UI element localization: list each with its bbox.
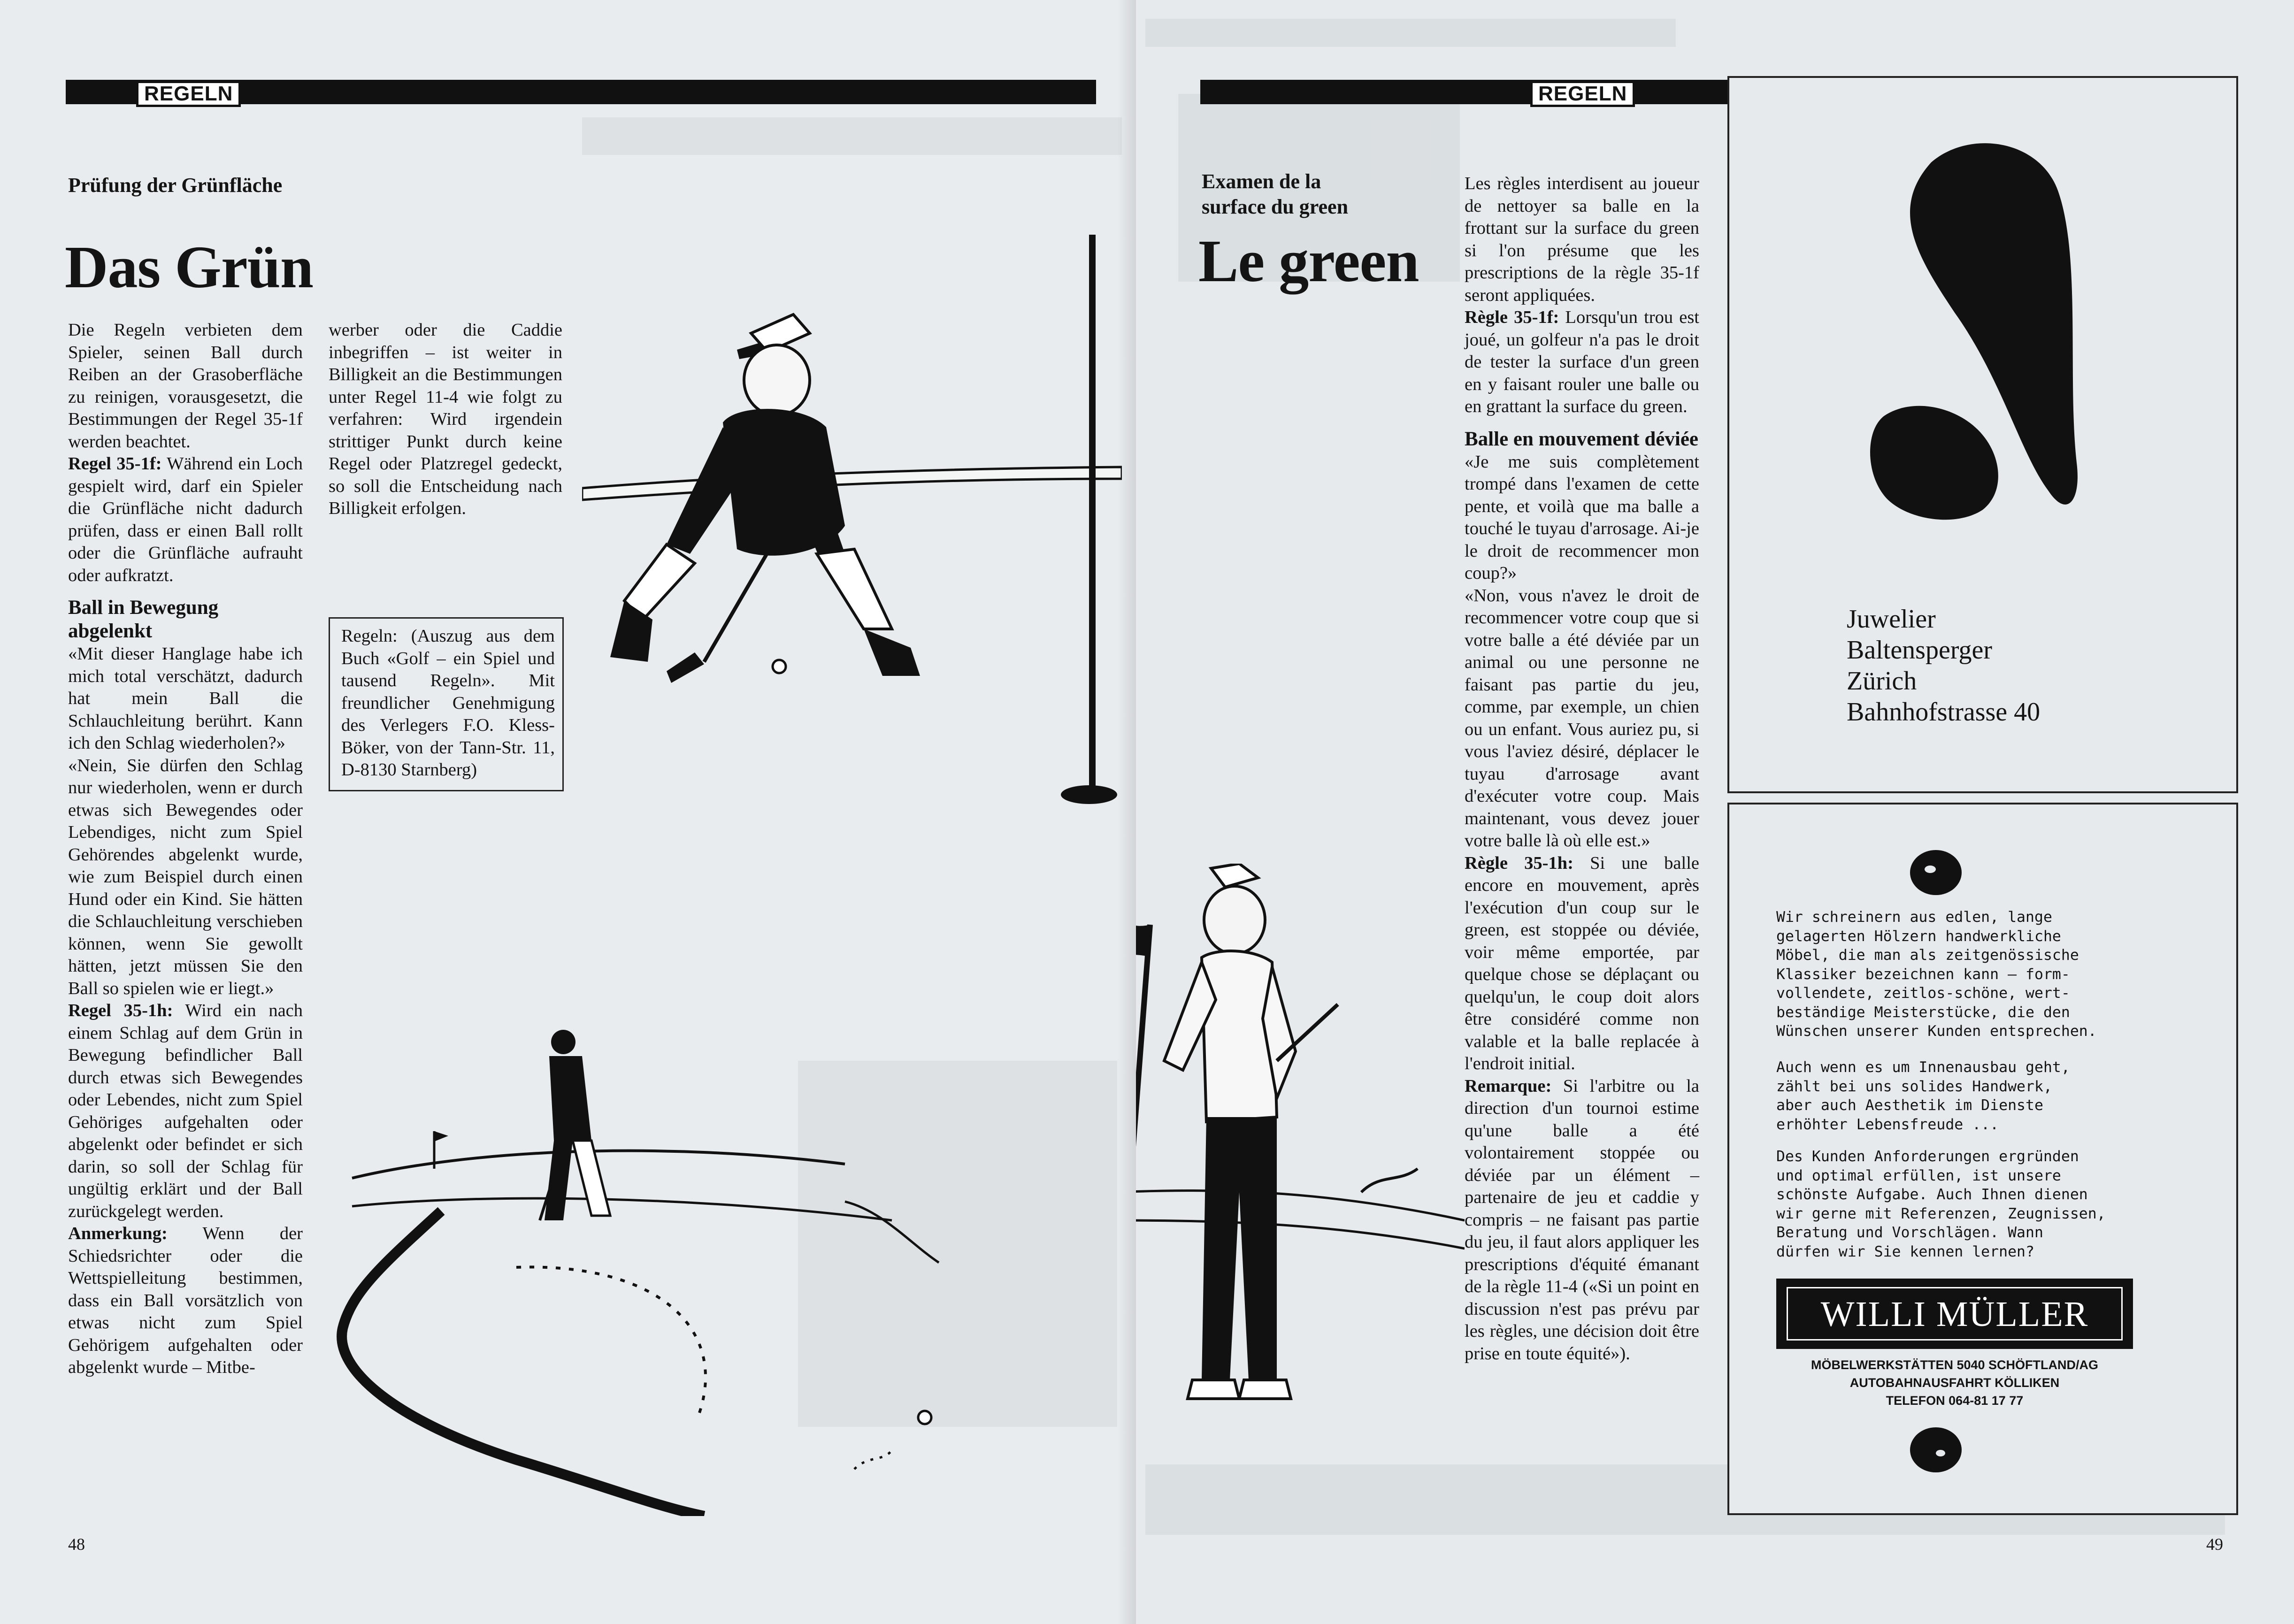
rule-paragraph	[1465, 306, 1699, 418]
show-through	[582, 117, 1122, 155]
logo-text: WILLI MÜLLER	[1787, 1287, 2123, 1341]
kicker: Examen de la surface du green	[1202, 170, 1349, 218]
rule-text: Während ein Loch gespielt wird, darf ein Spieler die Grünfläche nicht dadurch prüfen, dass er einen Ball rollt oder die Grünfläche aufrauht oder aufkratzt.	[68, 454, 303, 585]
company-line: MÖBELWERKSTÄTTEN 5040 SCHÖFTLAND/AG	[1811, 1358, 2099, 1372]
left-page	[0, 0, 1136, 1624]
wood-knot-icon	[1908, 847, 1964, 898]
quote-question: «Mit dieser Hanglage habe ich mich total verschätzt, dadurch hat mein Ball die Schlauchleitung berührt. Kann ich den Schlag wiederholen?»	[68, 644, 303, 753]
rule-text: Lorsqu'un trou est joué, un golfeur n'a pas le droit de tester la surface d'un green en y faisant rouler une balle ou en grattant la surface du green.	[1465, 307, 1699, 416]
course-illustration	[329, 1000, 1127, 1516]
willi-mueller-logo	[1776, 1279, 2133, 1349]
rule-paragraph	[68, 453, 303, 587]
paragraph: werber oder die Caddie inbegriffen – ist weiter in Billigkeit an die Bestimmungen unter Regel 11-4 wie folgt zu verfahren: Wird irgendein strittiger Punkt durch keine Regel oder Platzregel gedeckt, so soll die Entscheidung nach Billigkeit erfolgen.	[329, 320, 562, 518]
section-tag: REGELN	[136, 81, 241, 107]
page-number: 48	[68, 1535, 85, 1554]
company-line: TELEFON 064-81 17 77	[1886, 1394, 2024, 1408]
subhead: Balle en mouvement déviée	[1465, 428, 1698, 450]
rule-label: Regel 35-1h:	[68, 1001, 173, 1020]
body-column-fr	[1465, 173, 1699, 1365]
body-column-1	[68, 319, 303, 1379]
section-bar	[1200, 80, 1764, 104]
show-through	[1145, 19, 1676, 47]
note-paragraph	[68, 1223, 303, 1379]
jeweler-ad	[1727, 76, 2238, 793]
golfer-crouching-illustration	[582, 225, 1122, 835]
note-label: Remarque:	[1465, 1076, 1552, 1096]
jeweler-line: Bahnhofstrasse 40	[1847, 697, 2041, 727]
company-line: AUTOBAHNAUSFAHRT KÖLLIKEN	[1849, 1376, 2060, 1390]
brushstroke-logo	[1861, 134, 2124, 557]
paragraph: Die Regeln verbieten dem Spieler, seinen Ball durch Reiben an der Grasoberfläche zu reinigen, vorausgesetzt, die Bestimmungen der Regel 35-1f werden beachtet.	[68, 320, 303, 452]
rule-label: Règle 35-1f:	[1465, 307, 1559, 327]
right-page	[1136, 0, 2294, 1624]
note-text: Wenn der Schiedsrichter oder die Wettspielleitung bestimmen, dass ein Ball vorsätzlich von etwas nicht zum Spiel Gehörigem aufgehalten oder abgelenkt wurde – Mitbe-	[68, 1224, 303, 1377]
golfer-standing-illustration	[1136, 864, 1465, 1446]
jeweler-line: Baltensperger	[1847, 636, 1992, 665]
note-paragraph	[1465, 1075, 1699, 1365]
note-text: Si l'arbitre ou la direction d'un tournoi estime qu'une balle a été volontairement stoppée ou déviée par un élément – partenaire de jeu et caddie y compris – ne faisant pas partie du jeu, il faut alors appliquer les prescriptions d'équité émanant de la règle 11-4 («Si un point en discussion n'est pas prévu par les règles, une décision doit être prise en toute équité»).	[1465, 1076, 1699, 1364]
page-number: 49	[2206, 1535, 2223, 1554]
rule-text: Si une balle encore en mouvement, après l'exécution d'un coup sur le green, est stoppée ou déviée, voir même emportée, par quelque chose se déplaçant ou quelqu'un, le coup doit alors être considéré comme non valable et la balle replacée à l'endroit initial.	[1465, 853, 1699, 1073]
paragraph: Les règles interdisent au joueur de nettoyer sa balle en la frottant sur la surface du green si l'on présume que les prescriptions de la règle 35-1f seront appliquées.	[1465, 174, 1699, 305]
headline: Das Grün	[65, 234, 313, 300]
headline: Le green	[1198, 228, 1419, 294]
jeweler-line: Juwelier	[1847, 605, 1936, 634]
quote-answer: «Nein, Sie dürfen den Schlag nur wiederholen, wenn er durch etwas sich Bewegendes oder Lebendiges, nicht zum Spiel Gehörendes abgelenkt wurde, wie zum Beispiel durch einen Hund oder ein Kind. Sie hätten die Schlauchleitung verschieben können, wenn Sie gewollt hätten, jetzt müssen Sie den Ball so spielen wie er liegt.»	[68, 755, 303, 998]
subhead: Ball in Bewegung abgelenkt	[68, 597, 219, 642]
wood-knot-icon	[1908, 1424, 1964, 1476]
rule-text: Wird ein nach einem Schlag auf dem Grün in Bewegung befindlicher Ball durch etwas sich Bewegendes oder Lebendes, nicht zum Spiel Gehöriges aufgehalten oder abgelenkt oder befindet er sich darin, so soll der Schlag für ungültig erklärt und der Ball zurückgelegt werden.	[68, 1001, 303, 1221]
furniture-ad	[1727, 803, 2238, 1515]
ad-paragraph: Wir schreinern aus edlen, lange gelagerten Hölzern handwerkliche Möbel, die man als zeitgenössische Klassiker bezeichnen kann — form- vollendete, zeitlos-schöne, wert- beständige Meisterstücke, die den Wünschen unserer Kunden entsprechen.	[1776, 909, 2097, 1040]
ad-paragraph: Des Kunden Anforderungen ergründen und optimal erfüllen, ist unsere schönste Aufgabe. Auch Ihnen dienen wir gerne mit Referenzen, Zeugnissen, Beratung und Vorschlägen. Wann dürfen wir Sie kennen lernen?	[1776, 1148, 2106, 1260]
body-column-2	[329, 319, 562, 520]
rule-paragraph	[68, 1000, 303, 1223]
kicker: Prüfung der Grünfläche	[68, 174, 283, 197]
source-box: Regeln: (Auszug aus dem Buch «Golf – ein Spiel und tausend Regeln». Mit freundlicher Genehmigung des Verlegers F.O. Kless-Böker, von der Tann-Str. 11, D-8130 Starnberg)	[329, 617, 564, 791]
jeweler-line: Zürich	[1847, 666, 1917, 696]
ad-paragraph: Auch wenn es um Innenausbau geht, zählt bei uns solides Handwerk, aber auch Aesthetik im Dienste erhöhter Lebensfreude ...	[1776, 1059, 2070, 1133]
note-label: Anmerkung:	[68, 1224, 168, 1243]
rule-label: Règle 35-1h:	[1465, 853, 1573, 873]
jeweler-address	[1847, 604, 2040, 728]
quote-question: «Je me suis complètement trompé dans l'examen de cette pente, et voilà que ma balle a touché le tuyau d'arrosage. Ai-je le droit de recommencer mon coup?»	[1465, 452, 1699, 583]
quote-answer: «Non, vous n'avez le droit de recommencer votre coup que si votre balle a été déviée par un animal ou une personne ne faisant pas partie du jeu, comme, par exemple, un chien ou un enfant. Vous auriez pu, si vous l'aviez désiré, déplacer le tuyau d'arrosage avant d'exécuter votre coup. Mais maintenant, vous devez jouer votre balle là où elle est.»	[1465, 585, 1699, 850]
rule-label: Regel 35-1f:	[68, 454, 162, 474]
rule-paragraph	[1465, 852, 1699, 1075]
section-tag: REGELN	[1530, 81, 1635, 107]
